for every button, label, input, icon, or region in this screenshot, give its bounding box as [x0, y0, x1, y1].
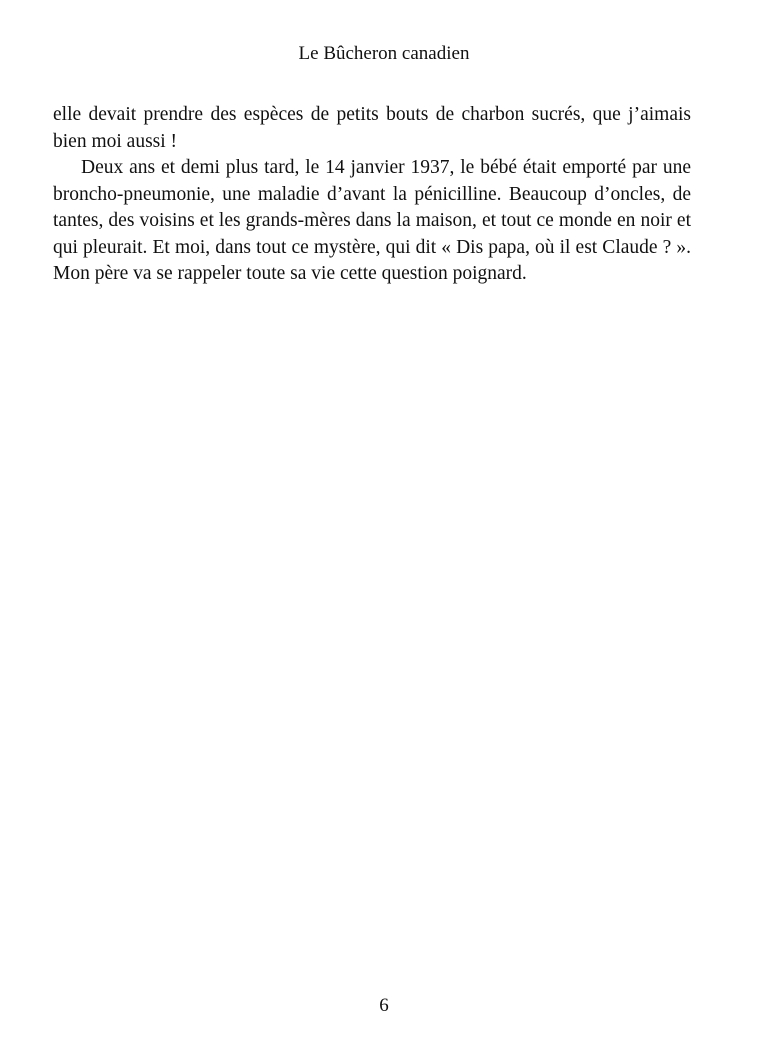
paragraph-continuation: elle devait prendre des espèces de petits bouts de charbon sucrés, que j’aimais bien moi aussi !: [53, 104, 691, 152]
paragraph: Deux ans et demi plus tard, le 14 janvier 1937, le bébé était emporté par une broncho-pneumonie, une maladie d’avant la pénicilline. Beaucoup d’oncles, de tantes, des voisins et les grands-mères dans la maison, et tout ce monde en noir et qui pleurait. Et moi, dans tout ce mystère, qui dit « Dis papa, où il est Claude ? ». Mon père va se rappeler toute sa vie cette question poignard.: [53, 157, 691, 284]
body-text: [53, 102, 691, 288]
page-number: 6: [379, 995, 389, 1016]
running-header-title: Le Bûcheron canadien: [298, 43, 470, 64]
